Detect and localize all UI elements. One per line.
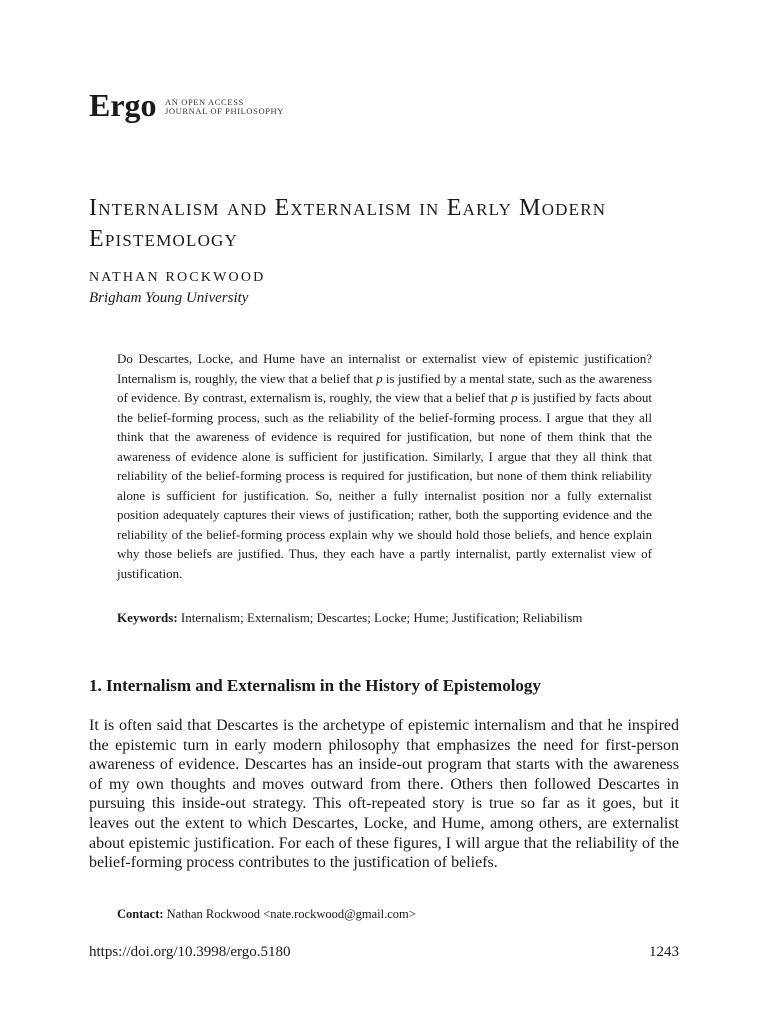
page-number: 1243 xyxy=(649,944,679,960)
tagline-line-2: JOURNAL OF PHILOSOPHY xyxy=(165,106,285,116)
body-paragraph: It is often said that Descartes is the archetype of epistemic internalism and that he inspired the epistemic turn in early modern philosophy that emphasizes the need for first-person awareness of evidence. Descartes has an inside-out program that starts with the awareness of my own thoughts and moves outward from there. Others then followed Descartes in pursuing this inside-out strategy. This oft-repeated story is true so far as it goes, but it leaves out the extent to which Descartes, Locke, and Hume, among others, are externalist about epistemic justification. For each of these figures, I will argue that the reliability of the belief-forming process contributes to the justification of beliefs. xyxy=(89,717,679,872)
keywords-value: Internalism; Externalism; Descartes; Locke; Hume; Justification; Reliabilism xyxy=(180,610,583,625)
author-name: NATHAN ROCKWOOD xyxy=(89,270,266,285)
contact-label: Contact: xyxy=(117,907,164,921)
contact-line xyxy=(117,907,416,922)
contact-value[interactable]: Nathan Rockwood <nate.rockwood@gmail.com> xyxy=(166,907,416,921)
tagline-line-1: AN OPEN ACCESS xyxy=(165,97,244,107)
author-affiliation: Brigham Young University xyxy=(89,290,249,306)
journal-tagline xyxy=(165,98,284,116)
journal-logo: Ergo xyxy=(89,87,157,123)
section-heading: 1. Internalism and Externalism in the History of Epistemology xyxy=(89,676,541,695)
paper-title: Internalism and Externalism in Early Modern Epistemology xyxy=(89,195,607,252)
doi-link[interactable]: https://doi.org/10.3998/ergo.5180 xyxy=(89,944,291,960)
abstract-text: Do Descartes, Locke, and Hume have an internalist or externalist view of epistemic justification? Internalism is, roughly, the view that a belief that p is justified by a mental state, such as the awareness of evidence. By contrast, externalism is, roughly, the view that a belief that p is justified by facts about the belief-forming process, such as the reliability of the belief-forming process. I argue that they all think that the awareness of evidence is required for justification, but none of them think that the awareness of evidence alone is sufficient for justification. Similarly, I argue that they all think that reliability of the belief-forming process is required for justification, but none of them think reliability alone is sufficient for justification. So, neither a fully internalist position nor a fully externalist position adequately captures their views of justification; rather, both the supporting evidence and the reliability of the belief-forming process explain why we should hold those beliefs, and hence explain why those beliefs are justified. Thus, they each have a partly internalist, partly externalist view of justification. xyxy=(117,351,653,581)
keywords-label: Keywords: xyxy=(117,610,178,625)
keywords-line xyxy=(117,609,677,627)
